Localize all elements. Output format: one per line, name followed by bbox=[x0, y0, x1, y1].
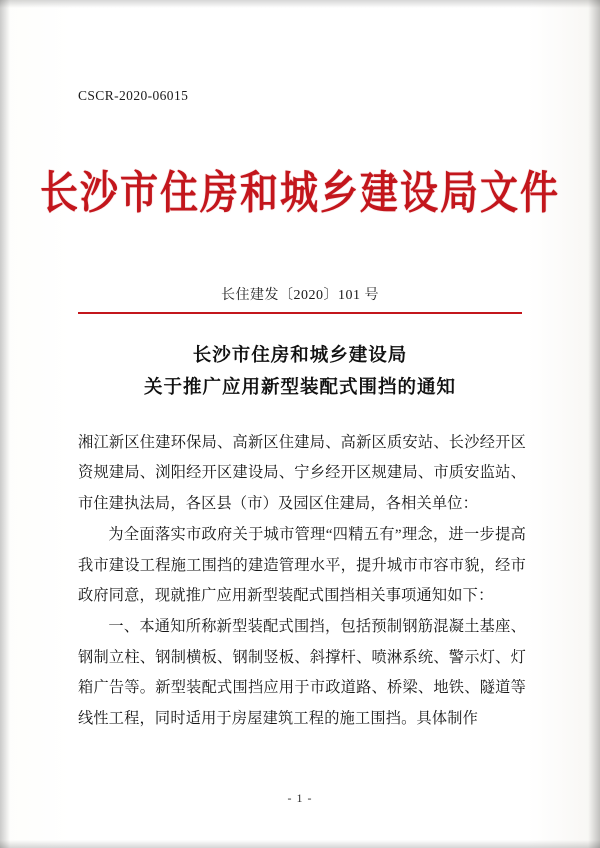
body-paragraph: 湘江新区住建环保局、高新区住建局、高新区质安站、长沙经开区资规建局、浏阳经开区建设局、宁乡经开区规建局、市质安监站、市住建执法局，各区县（市）及园区住建局，各相关单位： bbox=[78, 434, 526, 512]
body-paragraph: 为全面落实市政府关于城市管理“四精五有”理念，进一步提高我市建设工程施工围挡的建造管理水平，提升城市市容市貌，经市政府同意，现就推广应用新型装配式围挡相关事项通知如下： bbox=[78, 526, 526, 605]
body-paragraph: 一、本通知所称新型装配式围挡，包括预制钢筋混凝土基座、钢制立柱、钢制横板、钢制竖板、斜撑杆、喷淋系统、警示灯、灯箱广告等。新型装配式围挡应用于市政道路、桥梁、地铁、隧道等线性工程，同时适用于房屋建筑工程的施工围挡。具体制作 bbox=[78, 618, 526, 727]
document-title bbox=[78, 340, 522, 405]
document-masthead-title: 长沙市住房和城乡建设局文件 bbox=[39, 169, 560, 219]
document-title-line-2: 关于推广应用新型装配式围挡的通知 bbox=[143, 378, 456, 399]
document-code: CSCR-2020-06015 bbox=[78, 88, 189, 103]
document-issue-number: 长住建发〔2020〕101 号 bbox=[221, 288, 379, 303]
document-title-line-1: 长沙市住房和城乡建设局 bbox=[192, 346, 408, 366]
document-body bbox=[78, 428, 526, 735]
red-divider-rule bbox=[78, 312, 522, 314]
page-number: - 1 - bbox=[287, 791, 313, 805]
